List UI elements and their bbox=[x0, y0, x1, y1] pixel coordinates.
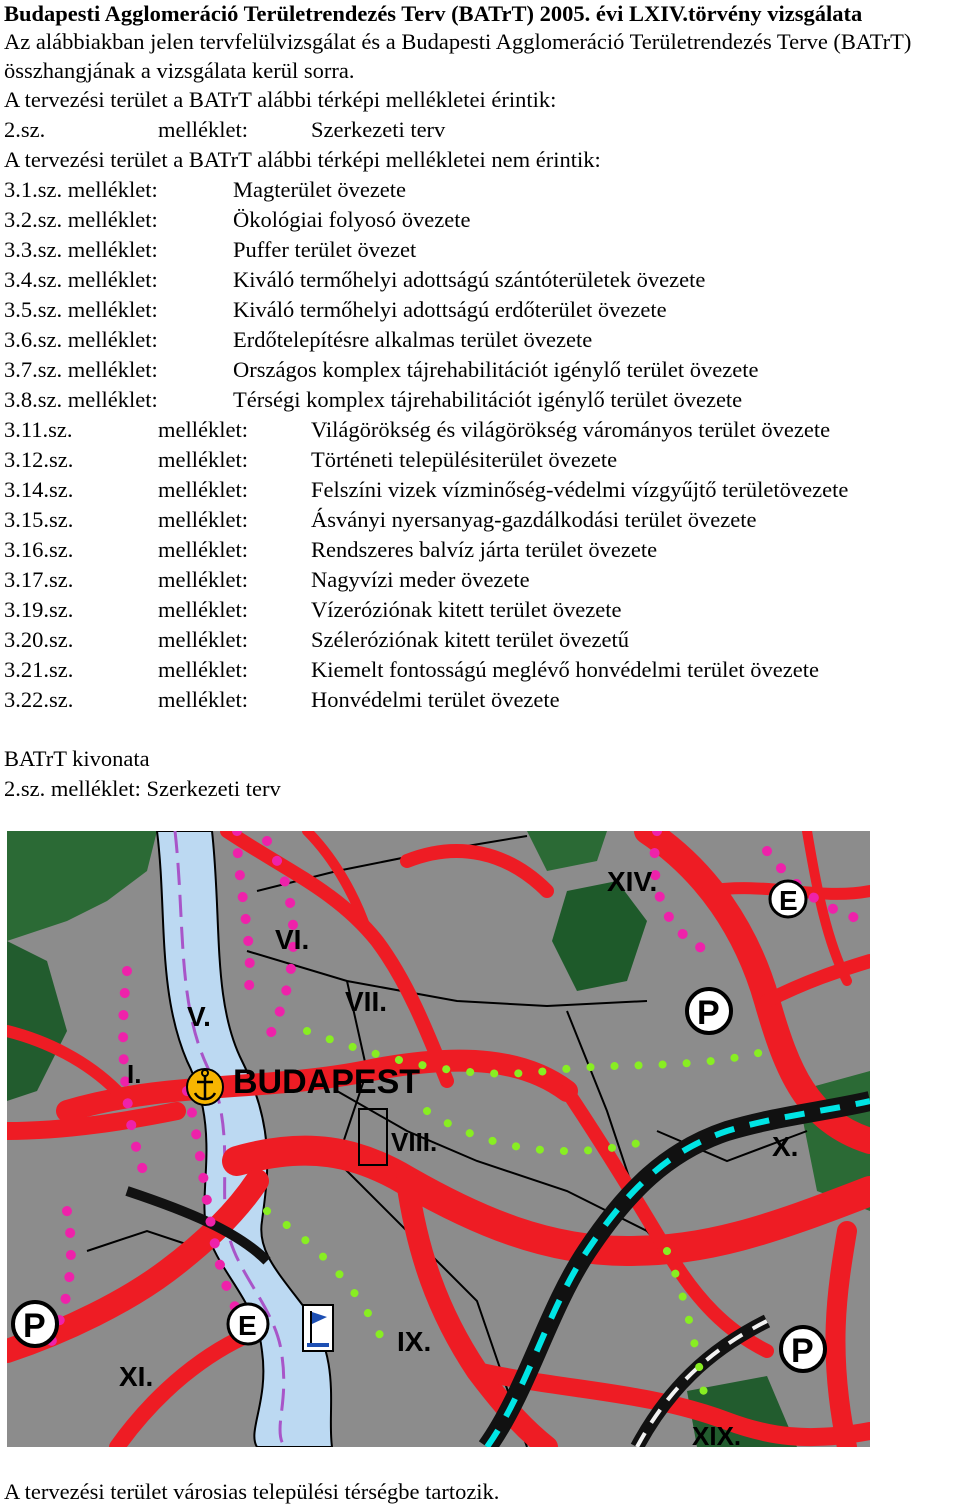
annex-number: 2.sz. bbox=[4, 117, 46, 142]
annex-name: Honvédelmi terület övezete bbox=[311, 687, 560, 712]
parking-icon bbox=[13, 1302, 57, 1346]
list-item bbox=[4, 655, 956, 685]
e-icon bbox=[228, 1304, 268, 1344]
annex-name: Kiemelt fontosságú meglévő honvédelmi terület övezete bbox=[311, 657, 819, 682]
label-budapest: BUDAPEST bbox=[233, 1063, 421, 1101]
annex-number: 3.11.sz. bbox=[4, 417, 73, 442]
list-item bbox=[4, 505, 956, 535]
annex-name: Országos komplex tájrehabilitációt igénylő terület övezete bbox=[233, 357, 759, 382]
affects-label: A tervezési terület a BATrT alábbi térképi mellékletei érintik: bbox=[4, 87, 557, 112]
list-item bbox=[4, 205, 956, 235]
annex-word: melléklet: bbox=[158, 537, 248, 562]
label-ix: IX. bbox=[397, 1326, 432, 1357]
label-i: I. bbox=[127, 1059, 142, 1089]
annex-name: Térségi komplex tájrehabilitációt igénylő terület övezete bbox=[233, 387, 743, 412]
annex-word: melléklet: bbox=[158, 507, 248, 532]
annex-number: 3.20.sz. bbox=[4, 627, 74, 652]
annex-word: melléklet: bbox=[158, 477, 248, 502]
annex-number: 3.4.sz. melléklet: bbox=[4, 267, 158, 292]
annex-number: 3.3.sz. melléklet: bbox=[4, 237, 158, 262]
annex-name: Puffer terület övezet bbox=[233, 237, 417, 262]
annex-number: 3.16.sz. bbox=[4, 537, 74, 562]
document bbox=[4, 0, 956, 804]
parking-icon bbox=[781, 1327, 825, 1371]
annex-name: Magterület övezete bbox=[233, 177, 407, 202]
extract-subtitle: 2.sz. melléklet: Szerkezeti terv bbox=[4, 776, 281, 801]
document-heading: Budapesti Agglomeráció Területrendezés Terv (BATrT) 2005. évi LXIV.törvény vizsgálata bbox=[4, 1, 863, 26]
list-item bbox=[4, 175, 956, 205]
annex-number: 3.2.sz. melléklet: bbox=[4, 207, 158, 232]
list-item bbox=[4, 445, 956, 475]
annex-word: melléklet: bbox=[158, 687, 248, 712]
list-item bbox=[4, 625, 956, 655]
label-viii: VIII. bbox=[391, 1127, 438, 1157]
annex-name: Széleróziónak kitett terület övezetű bbox=[311, 627, 629, 652]
annex-word: melléklet: bbox=[158, 657, 248, 682]
annex-word: melléklet: bbox=[158, 417, 248, 442]
annex-name: Ásványi nyersanyag-gazdálkodási terület övezete bbox=[311, 507, 757, 532]
list-item bbox=[4, 235, 956, 265]
flag-icon bbox=[303, 1305, 333, 1351]
annex-word: melléklet: bbox=[158, 447, 248, 472]
list-item bbox=[4, 415, 956, 445]
spacer bbox=[4, 715, 956, 744]
label-v: V. bbox=[187, 1001, 211, 1032]
annex-word: melléklet: bbox=[158, 117, 248, 142]
anchor-icon bbox=[187, 1069, 223, 1105]
list-item bbox=[4, 385, 956, 415]
list-item bbox=[4, 325, 956, 355]
label-xix: XIX. bbox=[692, 1421, 742, 1447]
list-item bbox=[4, 475, 956, 505]
intro-paragraph: Az alábbiakban jelen tervfelülvizsgálat és a Budapesti Agglomeráció Területrendezés Terve (BATrT) összhangjának a vizsgálata kerül sorra. bbox=[4, 29, 912, 83]
annex-name: Szerkezeti terv bbox=[311, 117, 446, 142]
svg-text:E: E bbox=[238, 1310, 257, 1341]
structure-plan-map bbox=[7, 831, 870, 1447]
annex-word: melléklet: bbox=[158, 627, 248, 652]
annex-name: Ökológiai folyosó övezete bbox=[233, 207, 471, 232]
parking-icon bbox=[687, 989, 731, 1033]
svg-text:P: P bbox=[23, 1307, 46, 1345]
annex-number: 3.8.sz. melléklet: bbox=[4, 387, 158, 412]
annex-name: Erdőtelepítésre alkalmas terület övezete bbox=[233, 327, 593, 352]
footer-note: A tervezési terület városias települési térségbe tartozik. bbox=[4, 1479, 500, 1504]
list-a bbox=[4, 415, 956, 715]
annex-name: Kiváló termőhelyi adottságú erdőterület övezete bbox=[233, 297, 667, 322]
annex-number: 3.15.sz. bbox=[4, 507, 74, 532]
svg-text:E: E bbox=[779, 885, 798, 916]
label-vi: VI. bbox=[275, 924, 310, 955]
list-item bbox=[4, 355, 956, 385]
e-icon bbox=[770, 881, 806, 917]
affects-item bbox=[4, 115, 956, 145]
annex-number: 3.22.sz. bbox=[4, 687, 74, 712]
list-item bbox=[4, 535, 956, 565]
annex-word: melléklet: bbox=[158, 597, 248, 622]
annex-number: 3.14.sz. bbox=[4, 477, 74, 502]
annex-name: Kiváló termőhelyi adottságú szántóterületek övezete bbox=[233, 267, 706, 292]
not-affects-label: A tervezési terület a BATrT alábbi térképi mellékletei nem érintik: bbox=[4, 147, 601, 172]
svg-text:P: P bbox=[697, 994, 720, 1032]
annex-name: Vízeróziónak kitett terület övezete bbox=[311, 597, 622, 622]
annex-name: Történeti településiterület övezete bbox=[311, 447, 618, 472]
list-b bbox=[4, 175, 956, 415]
annex-number: 3.17.sz. bbox=[4, 567, 74, 592]
annex-number: 3.7.sz. melléklet: bbox=[4, 357, 158, 382]
label-x: X. bbox=[772, 1131, 799, 1162]
label-xi: XI. bbox=[119, 1361, 154, 1392]
annex-number: 3.12.sz. bbox=[4, 447, 74, 472]
annex-word: melléklet: bbox=[158, 567, 248, 592]
annex-number: 3.6.sz. melléklet: bbox=[4, 327, 158, 352]
svg-text:P: P bbox=[791, 1332, 814, 1370]
list-item bbox=[4, 685, 956, 715]
annex-number: 3.21.sz. bbox=[4, 657, 74, 682]
annex-name: Felszíni vizek vízminőség-védelmi vízgyűjtő területövezete bbox=[311, 477, 849, 502]
annex-name: Világörökség és világörökség várományos terület övezete bbox=[311, 417, 831, 442]
label-vii: VII. bbox=[345, 986, 388, 1017]
annex-number: 3.1.sz. melléklet: bbox=[4, 177, 158, 202]
annex-name: Rendszeres balvíz járta terület övezete bbox=[311, 537, 658, 562]
extract-title: BATrT kivonata bbox=[4, 746, 150, 771]
list-item bbox=[4, 265, 956, 295]
annex-number: 3.5.sz. melléklet: bbox=[4, 297, 158, 322]
list-item bbox=[4, 565, 956, 595]
annex-number: 3.19.sz. bbox=[4, 597, 74, 622]
map-graphic bbox=[7, 831, 870, 1447]
list-item bbox=[4, 295, 956, 325]
list-item bbox=[4, 595, 956, 625]
annex-name: Nagyvízi meder övezete bbox=[311, 567, 530, 592]
label-xiv: XIV. bbox=[607, 866, 658, 897]
